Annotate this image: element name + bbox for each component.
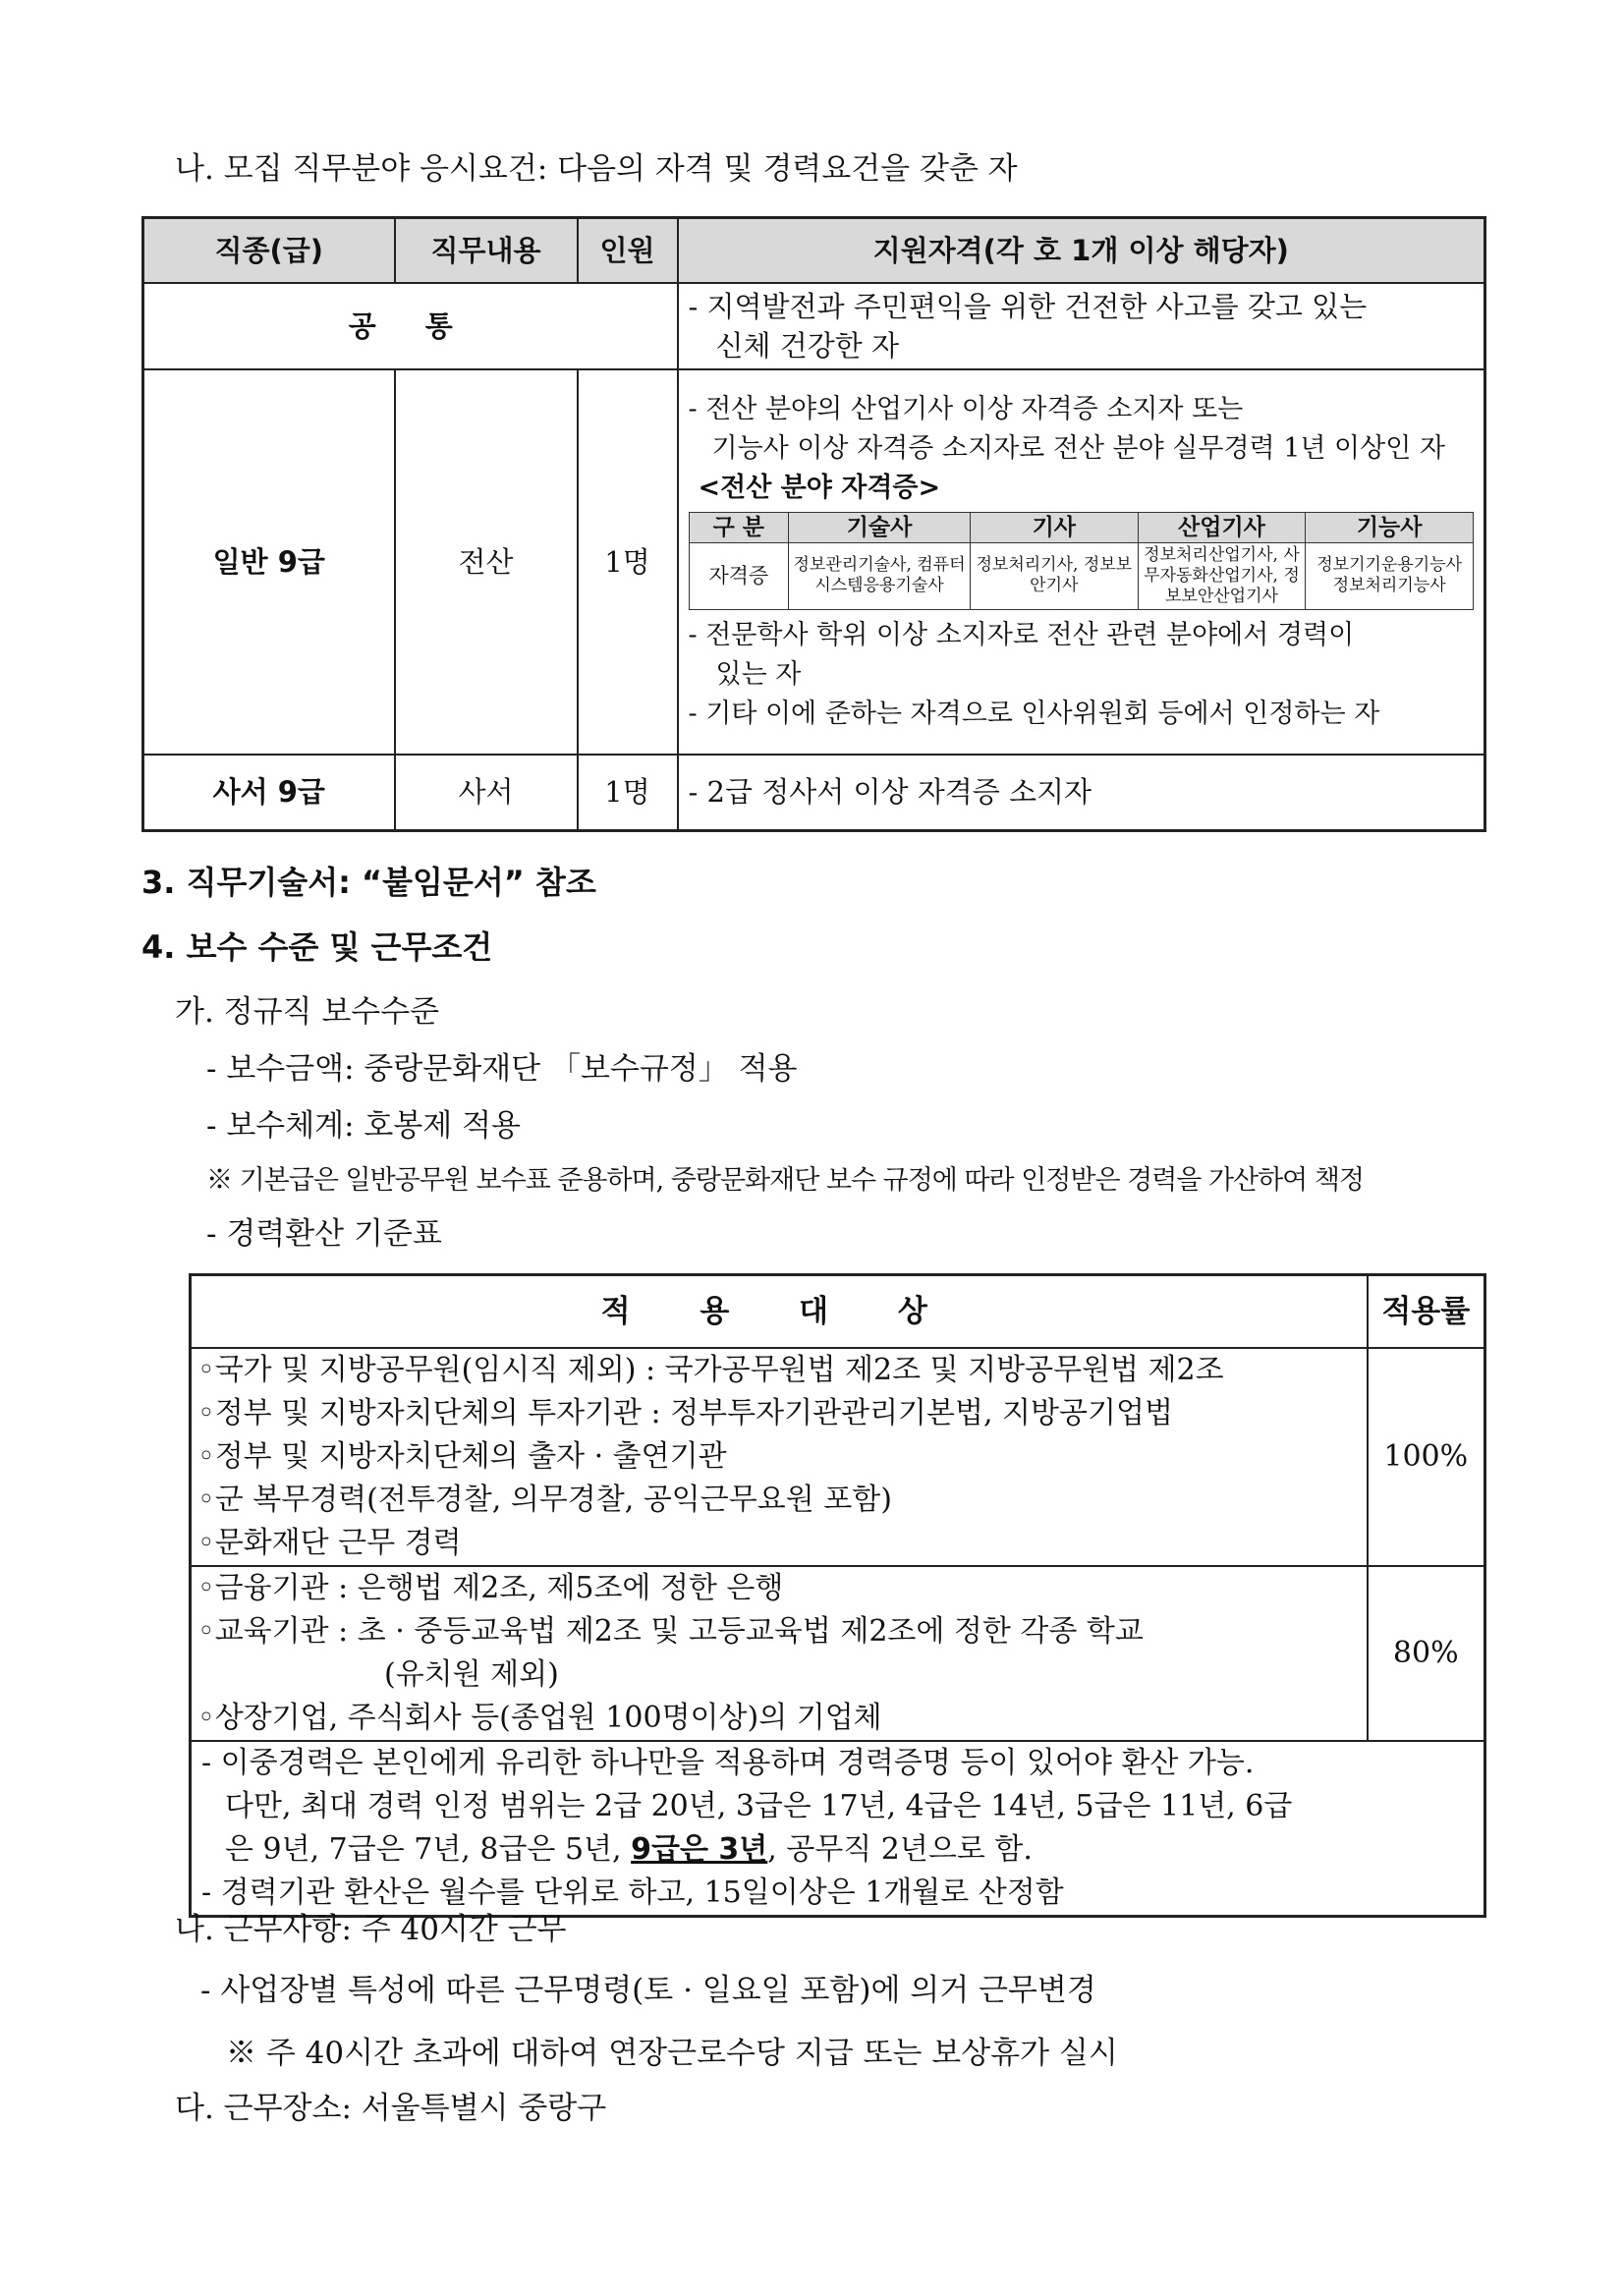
header-qualification: 지원자격(각 호 1개 이상 해당자): [678, 218, 1485, 283]
it-line-4: 있는 자: [715, 658, 802, 690]
career-group-1: [191, 1348, 1485, 1566]
it-grade: 일반 9급: [143, 369, 395, 755]
header-duty: 직무내용: [395, 218, 578, 283]
it-duty: 전산: [395, 369, 578, 755]
career-header-rate: 적용률: [1368, 1275, 1485, 1348]
career-rate-2: 80%: [1368, 1566, 1485, 1741]
work-change-line: - 사업장별 특성에 따른 근무명령(토 · 일요일 포함)에 의거 근무변경: [200, 1973, 1096, 2008]
librarian-count: 1명: [578, 755, 678, 831]
it-count: 1명: [578, 369, 678, 755]
career-group-1-items: [191, 1348, 1368, 1566]
pay-amount-line: - 보수금액: 중랑문화재단 「보수규정」 적용: [206, 1051, 798, 1087]
common-row: [143, 283, 1485, 369]
cert-row: [689, 542, 1474, 609]
librarian-grade: 사서 9급: [143, 755, 395, 831]
career-item-4: ◦군 복무경력(전투경찰, 의무경찰, 공익근무요원 포함): [197, 1482, 892, 1517]
librarian-qualification: - 2급 정사서 이상 자격증 소지자: [678, 755, 1485, 831]
recruit-requirements-heading: 나. 모집 직무분야 응시요건: 다음의 자격 및 경력요건을 갖춘 자: [175, 151, 1018, 187]
it-row: [143, 369, 1485, 755]
sub-ga-heading: 가. 정규직 보수수준: [175, 994, 440, 1030]
it-line-3: - 전문학사 학위 이상 소지자로 전산 관련 분야에서 경력이: [688, 619, 1355, 650]
requirements-header-row: [143, 218, 1485, 283]
cert-table: [689, 512, 1475, 610]
section-3-heading: 3. 직무기술서: “붙임문서” 참조: [141, 864, 596, 901]
section-4-heading: 4. 보수 수준 및 근무조건: [141, 928, 493, 966]
career-header-target: 적 용 대 상: [191, 1275, 1368, 1348]
header-grade: 직종(급): [143, 218, 395, 283]
pay-note: ※ 기본급은 일반공무원 보수표 준용하며, 중랑문화재단 보수 규정에 따라 인정받은 경력을 가산하여 책정: [206, 1165, 1365, 1196]
it-qualification: [678, 369, 1485, 755]
career-note-4: - 경력기관 환산은 월수를 단위로 하고, 15일이상은 1개월로 산정함: [201, 1875, 1064, 1910]
career-table: [189, 1273, 1486, 1918]
career-item-7: ◦교육기관 : 초 · 중등교육법 제2조 및 고등교육법 제2조에 정한 각종 학교: [197, 1613, 1144, 1649]
career-item-7-cont: (유치원 제외): [384, 1656, 559, 1692]
librarian-row: [143, 755, 1485, 831]
career-group-2-items: [191, 1566, 1368, 1741]
career-notes-row: [191, 1741, 1485, 1917]
career-note-3-pre: 은 9년, 7급은 7년, 8급은 5년,: [225, 1831, 632, 1867]
work-overtime-note: ※ 주 40시간 초과에 대하여 연장근로수당 지급 또는 보상휴가 실시: [226, 2036, 1118, 2071]
cert-title: <전산 분야 자격증>: [698, 472, 941, 503]
cert-craftsman: 정보기기운용기능사 정보처리기능사: [1306, 542, 1474, 609]
career-item-1: ◦국가 및 지방공무원(임시직 제외) : 국가공무원법 제2조 및 지방공무원법 제2조: [197, 1352, 1224, 1387]
career-item-6: ◦금융기관 : 은행법 제2조, 제5조에 정한 은행: [197, 1570, 784, 1605]
cert-header-craftsman: 기능사: [1306, 512, 1474, 542]
career-table-label: - 경력환산 기준표: [206, 1216, 442, 1252]
librarian-duty: 사서: [395, 755, 578, 831]
career-notes: [191, 1741, 1485, 1917]
cert-header-industrial: 산업기사: [1138, 512, 1306, 542]
requirements-table: [141, 216, 1486, 832]
cert-header-professional: 기술사: [789, 512, 971, 542]
cert-industrial: 정보처리산업기사, 사무자동화산업기사, 정보보안산업기사: [1138, 542, 1306, 609]
career-note-3-emphasis: 9급은 3년: [631, 1831, 768, 1867]
common-label: 공 통: [143, 283, 678, 369]
common-line-1: - 지역발전과 주민편익을 위한 건전한 사고를 갖고 있는: [688, 289, 1368, 323]
common-qualification: [678, 283, 1485, 369]
career-note-3-post: , 공무직 2년으로 함.: [767, 1831, 1033, 1867]
career-item-3: ◦정부 및 지방자치단체의 출자 · 출연기관: [197, 1438, 727, 1474]
sub-da-heading: 다. 근무장소: 서울특별시 중랑구: [175, 2091, 607, 2126]
cert-engineer: 정보처리기사, 정보보안기사: [970, 542, 1138, 609]
common-line-2: 신체 건강한 자: [715, 328, 900, 363]
header-count: 인원: [578, 218, 678, 283]
career-note-2: 다만, 최대 경력 인정 범위는 2급 20년, 3급은 17년, 4급은 14년, 5급은 11년, 6급: [225, 1788, 1293, 1823]
sub-na-heading: 나. 근무사항: 주 40시간 근무: [175, 1912, 567, 1947]
career-rate-1: 100%: [1368, 1348, 1485, 1566]
career-item-5: ◦문화재단 근무 경력: [197, 1525, 462, 1560]
cert-professional: 정보관리기술사, 컴퓨터시스템응용기술사: [789, 542, 971, 609]
cert-header-category: 구 분: [689, 512, 789, 542]
it-line-2: 기능사 이상 자격증 소지자로 전산 분야 실무경력 1년 이상인 자: [711, 432, 1445, 464]
it-line-1: - 전산 분야의 산업기사 이상 자격증 소지자 또는: [688, 393, 1244, 424]
career-note-3: [201, 1828, 1474, 1872]
career-item-8: ◦상장기업, 주식회사 등(종업원 100명이상)의 기업체: [197, 1700, 882, 1735]
cert-header-engineer: 기사: [970, 512, 1138, 542]
it-line-5: - 기타 이에 준하는 자격으로 인사위원회 등에서 인정하는 자: [688, 698, 1380, 729]
career-header-row: [191, 1275, 1485, 1348]
pay-system-line: - 보수체계: 호봉제 적용: [206, 1108, 521, 1144]
cert-header-row: [689, 512, 1474, 542]
career-item-2: ◦정부 및 지방자치단체의 투자기관 : 정부투자기관관리기본법, 지방공기업법: [197, 1395, 1173, 1430]
cert-row-label: 자격증: [689, 542, 789, 609]
career-note-1: - 이중경력은 본인에게 유리한 하나만을 적용하며 경력증명 등이 있어야 환산 가능.: [201, 1745, 1255, 1780]
career-group-2: [191, 1566, 1485, 1741]
